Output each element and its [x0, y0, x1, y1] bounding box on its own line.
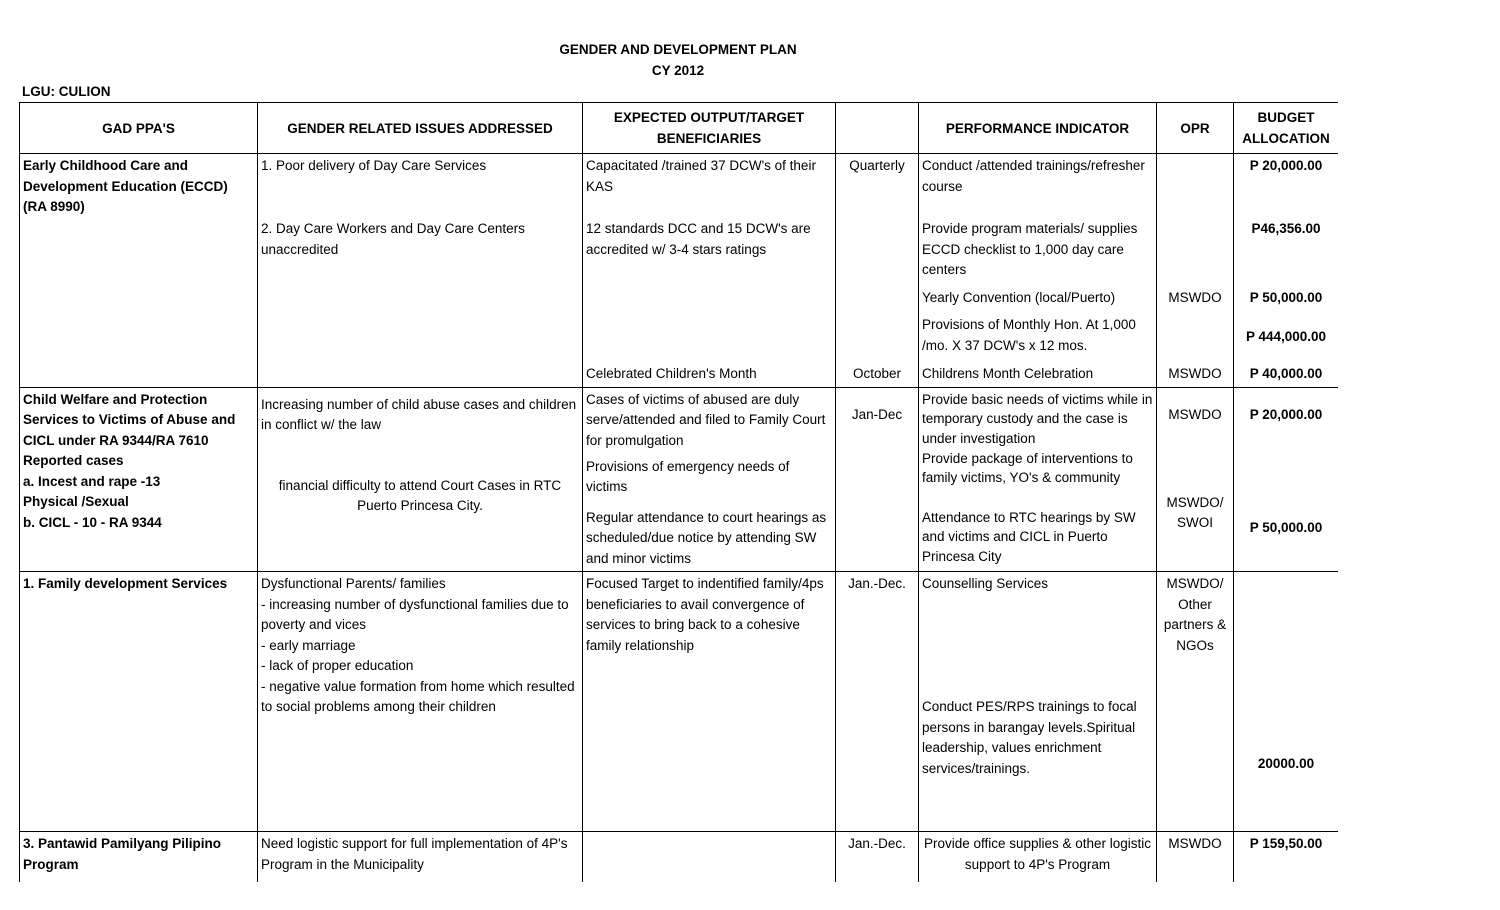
output-cell: Focused Target to indentified family/4ps beneficiaries to avail convergence of services to bring back to a cohesive family relationship — [583, 572, 836, 832]
ppa-cell: 1. Family development Services — [20, 572, 258, 832]
lgu-label: LGU: CULION — [22, 84, 111, 99]
col-header-budget: BUDGET ALLOCATION — [1234, 103, 1339, 154]
table-header-row — [20, 103, 1339, 154]
opr-item: MSWDO — [1168, 290, 1222, 305]
indicator-item: Yearly Convention (local/Puerto) — [922, 290, 1116, 305]
opr-cell — [1157, 387, 1234, 572]
indicator-cell — [919, 572, 1157, 832]
indicator-item: Provisions of Monthly Hon. At 1,000 /mo. X 37 DCW's x 12 mos. — [922, 317, 1136, 353]
output-item: Provisions of emergency needs of victims — [586, 458, 790, 494]
opr-item: MSWDO/ SWOI — [1166, 494, 1224, 530]
opr-item: MSWDO — [1168, 406, 1222, 422]
timeframe-item: Quarterly — [849, 158, 905, 173]
budget-item: P 20,000.00 — [1249, 158, 1323, 173]
indicator-item: Provide program materials/ supplies ECCD checklist to 1,000 day care centers — [922, 221, 1138, 277]
opr-item: MSWDO — [1168, 366, 1222, 381]
budget-item: P46,356.00 — [1251, 221, 1321, 236]
issue-item: 2. Day Care Workers and Day Care Centers unaccredited — [261, 221, 525, 257]
opr-cell: MSWDO — [1157, 832, 1234, 883]
indicator-cell — [919, 154, 1157, 388]
issues-cell — [258, 387, 583, 572]
output-item: 12 standards DCC and 15 DCW's are accredited w/ 3-4 stars ratings — [586, 221, 811, 257]
indicator-item: Conduct /attended trainings/refresher course — [922, 158, 1145, 194]
col-header-timeframe — [836, 103, 919, 154]
document-year: CY 2012 — [651, 63, 705, 78]
table-row — [20, 154, 1339, 388]
timeframe-item: Jan-Dec — [851, 406, 903, 422]
budget-cell — [1234, 387, 1339, 572]
timeframe-cell: Jan.-Dec. — [836, 572, 919, 832]
output-item: Celebrated Children's Month — [586, 366, 757, 381]
issues-cell: Dysfunctional Parents/ families - increasing number of dysfunctional families due to poverty and vices - early marriage - lack of proper education - negative value formation from home which resulted to social problems among their children — [258, 572, 583, 832]
indicator-item: Provide basic needs of victims while in temporary custody and the case is under investigation — [922, 391, 1153, 446]
budget-item: P 50,000.00 — [1249, 519, 1323, 535]
indicator-item: Counselling Services — [922, 576, 1049, 591]
budget-cell: P 159,50.00 — [1234, 832, 1339, 883]
ppa-cell: Child Welfare and Protection Services to Victims of Abuse and CICL under RA 9344/RA 7610 Reported cases a. Incest and rape -13 Physical /Sexual b. CICL - 10 - RA 9344 — [20, 387, 258, 572]
table-row — [20, 572, 1339, 832]
budget-cell — [1234, 572, 1339, 832]
ppa-cell: 3. Pantawid Pamilyang Pilipino Program — [20, 832, 258, 883]
issue-item: financial difficulty to attend Court Cases in RTC Puerto Princesa City. — [278, 477, 562, 513]
gad-plan-table-frame — [19, 102, 1338, 882]
opr-cell — [1157, 154, 1234, 388]
col-header-gender-issues: GENDER RELATED ISSUES ADDRESSED — [258, 103, 583, 154]
timeframe-cell: Jan.-Dec. — [836, 832, 919, 883]
indicator-item: Childrens Month Celebration — [922, 366, 1094, 381]
issue-item: 1. Poor delivery of Day Care Services — [261, 158, 487, 173]
indicator-item: Conduct PES/RPS trainings to focal persons in barangay levels.Spiritual leadership, values enrichment services/trainings. — [922, 699, 1137, 776]
output-item: Regular attendance to court hearings as scheduled/due notice by attending SW and minor victims — [586, 509, 827, 566]
budget-item: P 50,000.00 — [1249, 290, 1323, 305]
ppa-cell: Early Childhood Care and Development Education (ECCD) (RA 8990) — [20, 154, 258, 388]
col-header-expected-output: EXPECTED OUTPUT/TARGET BENEFICIARIES — [583, 103, 836, 154]
budget-item: P 444,000.00 — [1245, 329, 1327, 344]
timeframe-item: October — [852, 366, 902, 381]
timeframe-cell — [836, 154, 919, 388]
indicator-item: Provide package of interventions to family victims, YO's & community — [922, 450, 1133, 485]
output-item: Capacitated /trained 37 DCW's of their KAS — [586, 158, 816, 194]
indicator-cell — [919, 387, 1157, 572]
budget-item: 20000.00 — [1257, 756, 1315, 771]
issues-cell: Need logistic support for full implementation of 4P's Program in the Municipality — [258, 832, 583, 883]
gad-plan-table — [19, 102, 1338, 882]
indicator-cell: Provide office supplies & other logistic support to 4P's Program — [919, 832, 1157, 883]
output-cell — [583, 832, 836, 883]
output-item: Cases of victims of abused are duly serve/attended and filed to Family Court for promulgation — [586, 391, 826, 448]
table-row — [20, 832, 1339, 883]
budget-item: P 20,000.00 — [1249, 406, 1323, 422]
output-cell — [583, 387, 836, 572]
indicator-item: Attendance to RTC hearings by SW and victims and CICL in Puerto Princesa City — [922, 509, 1136, 564]
col-header-gad-ppa: GAD PPA'S — [20, 103, 258, 154]
issue-item: Increasing number of child abuse cases and children in conflict w/ the law — [261, 396, 577, 432]
col-header-opr: OPR — [1157, 103, 1234, 154]
opr-cell: MSWDO/ Other partners & NGOs — [1157, 572, 1234, 832]
col-header-performance-indicator: PERFORMANCE INDICATOR — [919, 103, 1157, 154]
timeframe-cell — [836, 387, 919, 572]
budget-cell — [1234, 154, 1339, 388]
issues-cell — [258, 154, 583, 388]
output-cell — [583, 154, 836, 388]
budget-item: P 40,000.00 — [1249, 366, 1323, 381]
table-row — [20, 387, 1339, 572]
document-title: GENDER AND DEVELOPMENT PLAN — [559, 42, 797, 57]
